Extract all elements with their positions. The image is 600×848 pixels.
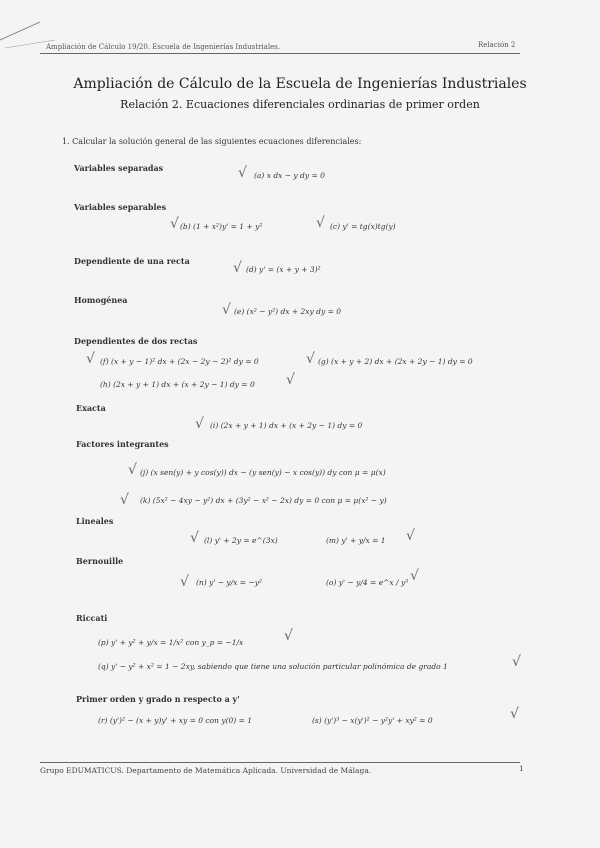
section-bernouille: Bernouille — [76, 556, 124, 566]
footer-rule — [40, 762, 520, 763]
section-lineales: Lineales — [76, 516, 114, 526]
page-subtitle: Relación 2. Ecuaciones diferenciales ordinarias de primer orden — [120, 98, 480, 111]
equation-a: (a) x dx − y dy = 0 — [254, 171, 325, 180]
equation-p: (p) y' + y² + y/x = 1/x² con y_p = −1/x — [98, 638, 244, 647]
check-mark: √ — [190, 530, 199, 546]
check-mark: √ — [86, 351, 95, 367]
check-mark: √ — [238, 165, 247, 181]
check-mark: √ — [316, 215, 325, 231]
check-mark: √ — [286, 372, 295, 388]
footer-text: Grupo EDUMATICUS. Departamento de Matemática Aplicada. Universidad de Málaga. — [40, 766, 372, 775]
section-dependiente-recta: Dependiente de una recta — [74, 256, 190, 266]
section-variables-separables: Variables separables — [74, 202, 167, 212]
equation-q: (q) y' − y² + x² = 1 − 2xy, sabiendo que tiene una solución particular polinómica de grado 1 — [98, 662, 448, 671]
check-mark: √ — [406, 528, 415, 544]
check-mark: √ — [410, 568, 419, 584]
equation-r: (r) (y')² − (x + y)y' + xy = 0 con y(0) = 1 — [98, 716, 253, 725]
check-mark: √ — [195, 416, 204, 432]
equation-c: (c) y' = tg(x)tg(y) — [330, 222, 396, 231]
equation-d: (d) y' = (x + y + 3)² — [246, 265, 321, 274]
check-mark: √ — [180, 574, 189, 590]
section-factores-integrantes: Factores integrantes — [76, 439, 169, 449]
equation-s: (s) (y')³ − x(y')² − y²y' + xy² = 0 — [312, 716, 433, 725]
header-left-text: Ampliación de Cálculo 19/20. Escuela de Ingenierías Industriales. — [46, 43, 281, 51]
check-mark: √ — [306, 351, 315, 367]
check-mark: √ — [170, 216, 179, 232]
section-riccati: Riccati — [76, 613, 108, 623]
section-exacta: Exacta — [76, 403, 106, 413]
equation-k: (k) (5x² − 4xy − y²) dx + (3y² − x² − 2x) dy = 0 con μ = μ(x² − y) — [140, 496, 387, 505]
check-mark: √ — [510, 706, 519, 722]
equation-g: (g) (x + y + 2) dx + (2x + 2y − 1) dy = 0 — [318, 357, 473, 366]
equation-e: (e) (x² − y²) dx + 2xy dy = 0 — [234, 307, 342, 316]
check-mark: √ — [233, 260, 242, 276]
header-rule — [40, 53, 520, 54]
section-primer-orden-grado-n: Primer orden y grado n respecto a y' — [76, 694, 240, 704]
equation-j: (j) (x sen(y) + y cos(y)) dx − (y sen(y) − x cos(y)) dy con μ = μ(x) — [140, 468, 386, 477]
equation-l: (l) y' + 2y = e^(3x) — [204, 536, 278, 545]
equation-n: (n) y' − y/x = −y² — [196, 578, 262, 587]
page-title: Ampliación de Cálculo de la Escuela de Ingenierías Industriales — [73, 76, 527, 92]
equation-i: (i) (2x + y + 1) dx + (x + 2y − 1) dy = 0 — [210, 421, 363, 430]
page-number: 1 — [519, 764, 524, 773]
equation-m: (m) y' + y/x = 1 — [326, 536, 386, 545]
equation-b: (b) (1 + x²)y' = 1 + y² — [180, 222, 263, 231]
section-homogenea: Homogénea — [74, 295, 128, 305]
check-mark: √ — [128, 462, 137, 478]
section-variables-separadas: Variables separadas — [74, 163, 164, 173]
header-right-text: Relación 2 — [478, 41, 516, 49]
check-mark: √ — [120, 492, 129, 508]
check-mark: √ — [222, 302, 231, 318]
section-dos-rectas: Dependientes de dos rectas — [74, 336, 198, 346]
equation-o: (o) y' − y/4 = e^x / y³ — [326, 578, 409, 587]
check-mark: √ — [284, 628, 293, 644]
equation-f: (f) (x + y − 1)² dx + (2x − 2y − 2)² dy = 0 — [100, 357, 259, 366]
check-mark: √ — [512, 654, 521, 670]
equation-h: (h) (2x + y + 1) dx + (x + 2y − 1) dy = 0 — [100, 380, 255, 389]
exercise-intro: 1. Calcular la solución general de las siguientes ecuaciones diferenciales: — [62, 137, 362, 146]
